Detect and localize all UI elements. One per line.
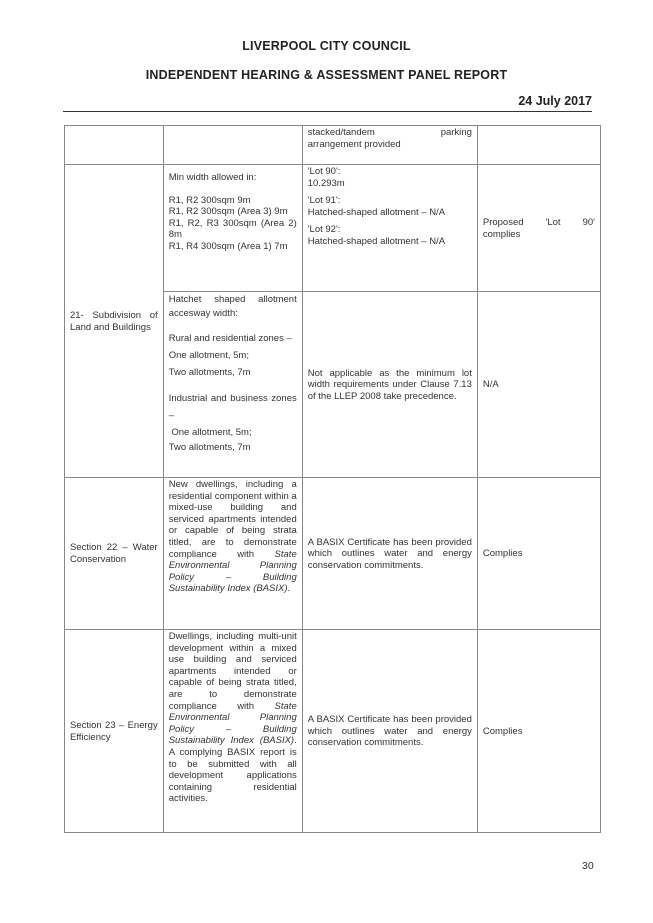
report-date: 24 July 2017 — [518, 94, 592, 108]
page-number: 30 — [582, 860, 594, 872]
control-label: Section 22 – Water Conservation — [70, 542, 158, 565]
lot-91-label: 'Lot 91': — [307, 195, 341, 207]
council-name: LIVERPOOL CITY COUNCIL — [242, 39, 411, 53]
cell-compliance-access-width — [477, 292, 600, 478]
header-rule — [63, 111, 592, 112]
energy-proposal: A BASIX Certificate has been provided which outlines water and energy conservation commitments. — [307, 714, 472, 749]
control-label: 21- Subdivision of Land and Buildings — [70, 309, 158, 333]
rural-zones-heading: Rural and residential zones – — [168, 333, 292, 344]
lot-width-item: R1, R4 300sqm (Area 1) 7m — [168, 240, 288, 252]
energy-requirement — [169, 631, 297, 805]
cell-compliance-lot-width — [477, 165, 600, 292]
industrial-one-allotment: One allotment, 5m; — [168, 427, 252, 438]
cell-proposal-lot-width — [302, 165, 477, 292]
water-requirement-text: New dwellings, including a residential component within a mixed-use building and serviced apartments intended or capable of being strata titled, are to demonstrate compliance with — [168, 479, 297, 560]
cell-compliance-water — [477, 478, 600, 630]
lot-width-compliance: Proposed 'Lot 90' complies — [482, 216, 595, 240]
cell-control-water — [65, 478, 164, 630]
energy-requirement-end: . A complying BASIX report is to be submitted with all development applications containing residential activities. — [168, 735, 297, 805]
lot-90-label: 'Lot 90': — [307, 166, 341, 177]
water-requirement — [169, 479, 297, 595]
report-title: INDEPENDENT HEARING & ASSESSMENT PANEL REPORT — [145, 68, 508, 82]
cell-control-energy — [65, 630, 164, 833]
lot-width-heading: Min width allowed in: — [168, 172, 257, 183]
lot-width-item: R1, R2 300sqm 9m — [168, 194, 251, 206]
basix-policy-name: State Environmental Planning Policy – Building Sustainability Index (BASIX) — [168, 548, 297, 595]
control-label: Section 23 – Energy Efficiency — [70, 719, 158, 743]
cell-proposal — [302, 126, 477, 165]
lot-92-label: 'Lot 92': — [307, 224, 341, 236]
water-proposal: A BASIX Certificate has been provided which outlines water and energy conservation commitments. — [307, 536, 472, 571]
table-row-water-conservation — [65, 478, 601, 630]
basix-policy-name: State Environmental Planning Policy – Building Sustainability Index (BASIX) — [168, 700, 297, 747]
cell-control-subdivision — [65, 165, 164, 478]
water-requirement-end: . — [287, 583, 291, 595]
access-width-compliance: N/A — [482, 379, 499, 391]
cell-requirement-energy — [163, 630, 302, 833]
cell-requirement-lot-width — [163, 165, 302, 292]
cell-proposal-energy — [302, 630, 477, 833]
access-width-heading: Hatchet shaped allotment accesway width: — [168, 294, 297, 319]
rural-one-allotment: One allotment, 5m; — [168, 350, 249, 361]
cell-requirement-water — [163, 478, 302, 630]
lot-width-item: R1, R2 300sqm (Area 3) 9m — [168, 206, 288, 218]
proposal-line-2: arrangement provided — [307, 138, 401, 150]
cell-requirement-access-width — [163, 292, 302, 478]
lot-92-value: Hatched-shaped allotment – N/A — [307, 235, 446, 247]
cell-compliance — [477, 126, 600, 165]
industrial-zones-heading: Industrial and business zones – — [168, 393, 297, 421]
proposal-line-1: stacked/tandem parking — [307, 127, 472, 138]
cell-proposal-access-width — [302, 292, 477, 478]
water-compliance: Complies — [482, 548, 523, 560]
energy-requirement-text: Dwellings, including multi-unit development within a mixed use building and serviced apartments intended or capable of being strata titled, are to demonstrate compliance with — [168, 631, 297, 712]
cell-compliance-energy — [477, 630, 600, 833]
compliance-table — [64, 125, 601, 833]
industrial-two-allotments: Two allotments, 7m — [168, 442, 251, 453]
lot-width-item: R1, R2, R3 300sqm (Area 2) 8m — [168, 217, 297, 241]
cell-requirement — [163, 126, 302, 165]
access-width-proposal: Not applicable as the minimum lot width requirements under Clause 7.13 of the LLEP 2008 take precedence. — [307, 367, 472, 402]
rural-two-allotments: Two allotments, 7m — [168, 367, 251, 378]
lot-91-value: Hatched-shaped allotment – N/A — [307, 206, 446, 218]
energy-compliance: Complies — [482, 725, 523, 737]
table-row-lot-width — [65, 165, 601, 292]
table-row-continuation — [65, 126, 601, 165]
cell-proposal-water — [302, 478, 477, 630]
lot-90-value: 10.293m — [307, 177, 345, 189]
table-row-energy-efficiency — [65, 630, 601, 833]
cell-control — [65, 126, 164, 165]
